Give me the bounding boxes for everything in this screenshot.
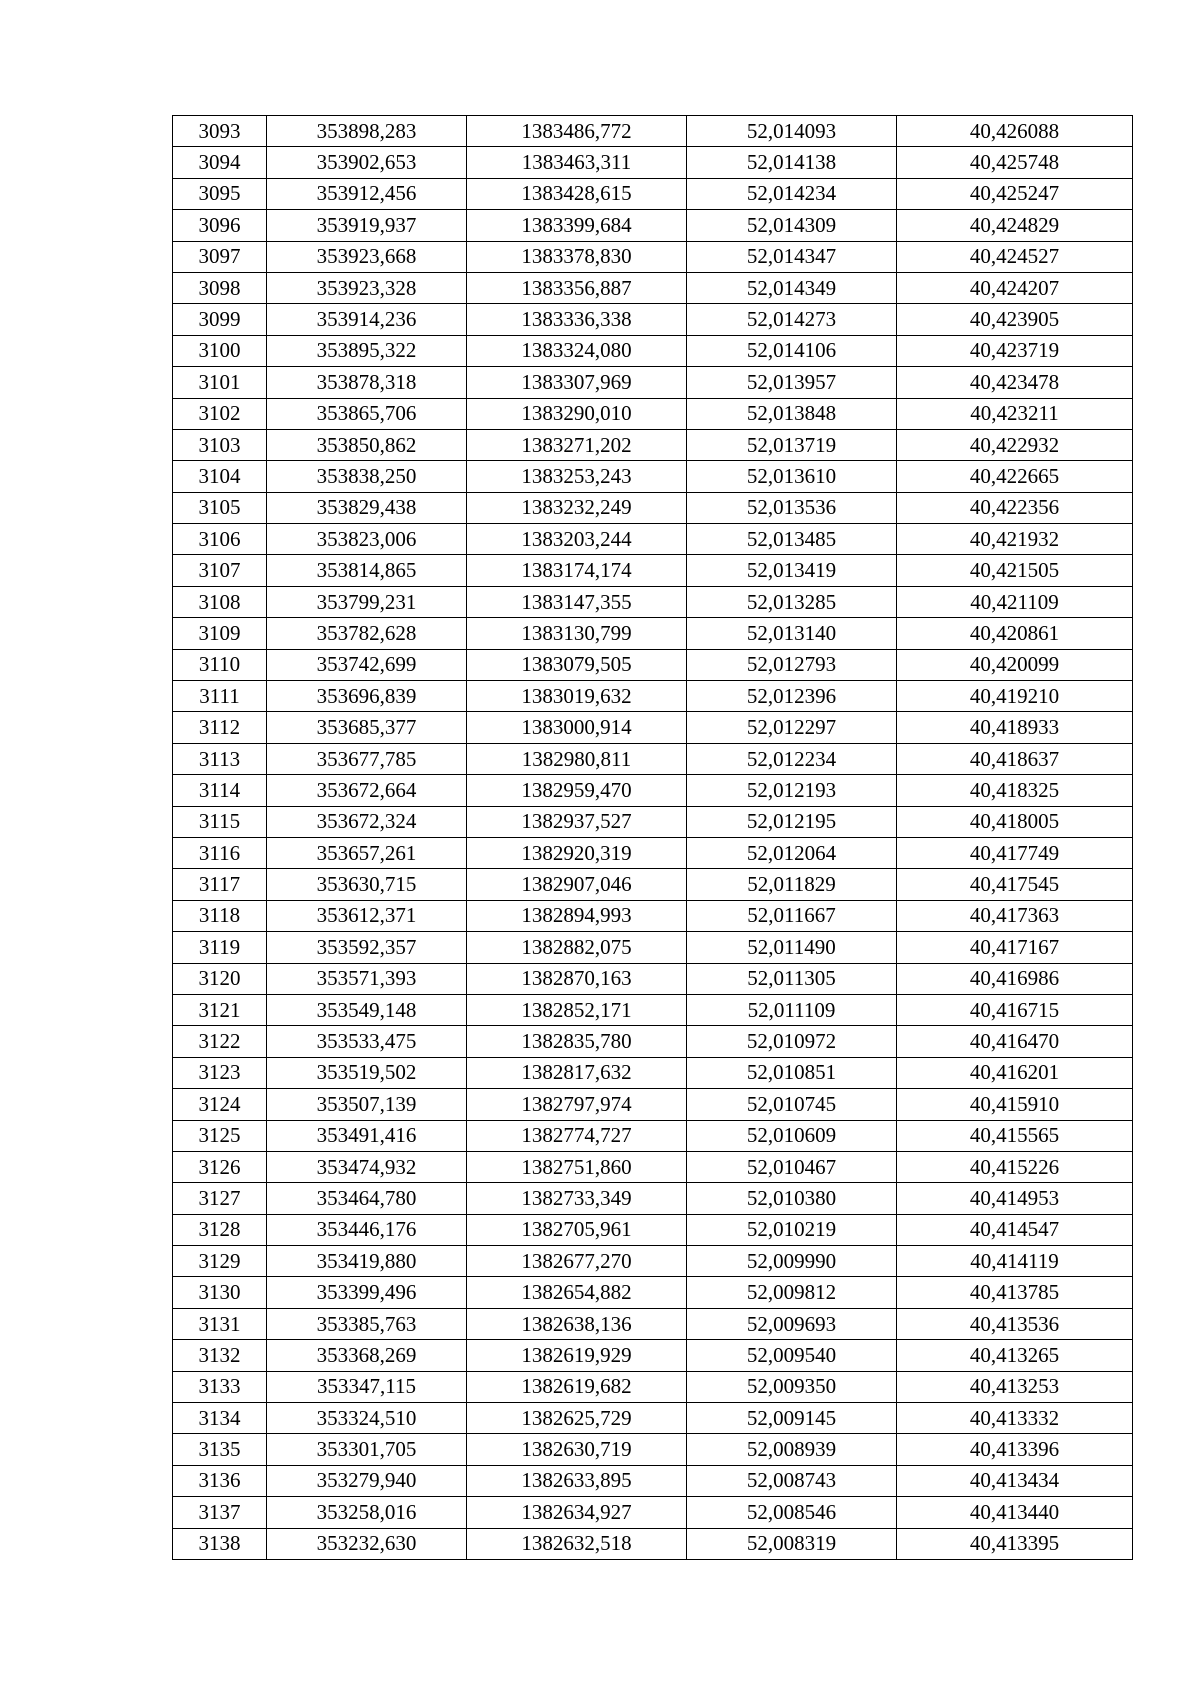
y-coordinate-cell: 1383130,799 [467,618,687,649]
x-coordinate-cell: 353279,940 [267,1465,467,1496]
y-coordinate-cell: 1382852,171 [467,994,687,1025]
point-number-cell: 3116 [173,837,267,868]
point-number-cell: 3110 [173,649,267,680]
coordinate-table [172,115,1133,1560]
x-coordinate-cell: 353630,715 [267,869,467,900]
table-row [173,900,1133,931]
point-number-cell: 3097 [173,241,267,272]
y-coordinate-cell: 1383399,684 [467,210,687,241]
point-number-cell: 3093 [173,116,267,147]
latitude-cell: 52,008546 [687,1497,897,1528]
longitude-cell: 40,423905 [897,304,1133,335]
point-number-cell: 3118 [173,900,267,931]
point-number-cell: 3114 [173,775,267,806]
y-coordinate-cell: 1382817,632 [467,1057,687,1088]
y-coordinate-cell: 1382797,974 [467,1089,687,1120]
x-coordinate-cell: 353923,328 [267,272,467,303]
x-coordinate-cell: 353902,653 [267,147,467,178]
longitude-cell: 40,420099 [897,649,1133,680]
y-coordinate-cell: 1382654,882 [467,1277,687,1308]
table-row [173,210,1133,241]
table-row [173,1340,1133,1371]
longitude-cell: 40,424527 [897,241,1133,272]
x-coordinate-cell: 353258,016 [267,1497,467,1528]
longitude-cell: 40,413253 [897,1371,1133,1402]
x-coordinate-cell: 353324,510 [267,1403,467,1434]
x-coordinate-cell: 353301,705 [267,1434,467,1465]
latitude-cell: 52,013610 [687,461,897,492]
table-row [173,1434,1133,1465]
longitude-cell: 40,423211 [897,398,1133,429]
longitude-cell: 40,418325 [897,775,1133,806]
table-row [173,398,1133,429]
y-coordinate-cell: 1382633,895 [467,1465,687,1496]
table-row [173,272,1133,303]
point-number-cell: 3122 [173,1026,267,1057]
longitude-cell: 40,418005 [897,806,1133,837]
point-number-cell: 3138 [173,1528,267,1559]
longitude-cell: 40,413332 [897,1403,1133,1434]
y-coordinate-cell: 1382705,961 [467,1214,687,1245]
latitude-cell: 52,013848 [687,398,897,429]
y-coordinate-cell: 1382733,349 [467,1183,687,1214]
x-coordinate-cell: 353823,006 [267,524,467,555]
longitude-cell: 40,420861 [897,618,1133,649]
latitude-cell: 52,012297 [687,712,897,743]
longitude-cell: 40,418933 [897,712,1133,743]
point-number-cell: 3109 [173,618,267,649]
point-number-cell: 3137 [173,1497,267,1528]
table-row [173,963,1133,994]
longitude-cell: 40,421505 [897,555,1133,586]
table-row [173,304,1133,335]
table-row [173,1089,1133,1120]
point-number-cell: 3133 [173,1371,267,1402]
latitude-cell: 52,014349 [687,272,897,303]
y-coordinate-cell: 1382619,682 [467,1371,687,1402]
longitude-cell: 40,421932 [897,524,1133,555]
longitude-cell: 40,416201 [897,1057,1133,1088]
table-row [173,1497,1133,1528]
y-coordinate-cell: 1382638,136 [467,1308,687,1339]
table-row [173,806,1133,837]
x-coordinate-cell: 353419,880 [267,1246,467,1277]
point-number-cell: 3100 [173,335,267,366]
latitude-cell: 52,012193 [687,775,897,806]
latitude-cell: 52,010745 [687,1089,897,1120]
table-row [173,1026,1133,1057]
latitude-cell: 52,009145 [687,1403,897,1434]
x-coordinate-cell: 353914,236 [267,304,467,335]
latitude-cell: 52,008743 [687,1465,897,1496]
point-number-cell: 3128 [173,1214,267,1245]
point-number-cell: 3112 [173,712,267,743]
point-number-cell: 3131 [173,1308,267,1339]
table-row [173,116,1133,147]
y-coordinate-cell: 1383000,914 [467,712,687,743]
longitude-cell: 40,422356 [897,492,1133,523]
longitude-cell: 40,422665 [897,461,1133,492]
x-coordinate-cell: 353782,628 [267,618,467,649]
longitude-cell: 40,414119 [897,1246,1133,1277]
point-number-cell: 3134 [173,1403,267,1434]
table-row [173,555,1133,586]
x-coordinate-cell: 353696,839 [267,681,467,712]
y-coordinate-cell: 1383324,080 [467,335,687,366]
table-row [173,1214,1133,1245]
table-row [173,1403,1133,1434]
latitude-cell: 52,012064 [687,837,897,868]
y-coordinate-cell: 1383079,505 [467,649,687,680]
x-coordinate-cell: 353368,269 [267,1340,467,1371]
latitude-cell: 52,014234 [687,178,897,209]
longitude-cell: 40,416470 [897,1026,1133,1057]
table-row [173,681,1133,712]
y-coordinate-cell: 1382634,927 [467,1497,687,1528]
y-coordinate-cell: 1383486,772 [467,116,687,147]
x-coordinate-cell: 353657,261 [267,837,467,868]
longitude-cell: 40,413785 [897,1277,1133,1308]
latitude-cell: 52,011490 [687,932,897,963]
y-coordinate-cell: 1383307,969 [467,367,687,398]
longitude-cell: 40,415226 [897,1151,1133,1182]
point-number-cell: 3098 [173,272,267,303]
point-number-cell: 3094 [173,147,267,178]
x-coordinate-cell: 353385,763 [267,1308,467,1339]
table-row [173,429,1133,460]
y-coordinate-cell: 1382920,319 [467,837,687,868]
latitude-cell: 52,009693 [687,1308,897,1339]
table-row [173,1246,1133,1277]
table-row [173,178,1133,209]
y-coordinate-cell: 1383463,311 [467,147,687,178]
x-coordinate-cell: 353923,668 [267,241,467,272]
longitude-cell: 40,425247 [897,178,1133,209]
longitude-cell: 40,418637 [897,743,1133,774]
latitude-cell: 52,011305 [687,963,897,994]
x-coordinate-cell: 353464,780 [267,1183,467,1214]
longitude-cell: 40,421109 [897,586,1133,617]
longitude-cell: 40,417167 [897,932,1133,963]
y-coordinate-cell: 1383356,887 [467,272,687,303]
table-row [173,335,1133,366]
point-number-cell: 3099 [173,304,267,335]
y-coordinate-cell: 1382630,719 [467,1434,687,1465]
x-coordinate-cell: 353549,148 [267,994,467,1025]
latitude-cell: 52,013419 [687,555,897,586]
table-row [173,1120,1133,1151]
x-coordinate-cell: 353865,706 [267,398,467,429]
longitude-cell: 40,413434 [897,1465,1133,1496]
table-row [173,618,1133,649]
x-coordinate-cell: 353814,865 [267,555,467,586]
x-coordinate-cell: 353850,862 [267,429,467,460]
table-row [173,837,1133,868]
longitude-cell: 40,415910 [897,1089,1133,1120]
table-row [173,524,1133,555]
table-row [173,1465,1133,1496]
latitude-cell: 52,012234 [687,743,897,774]
longitude-cell: 40,414547 [897,1214,1133,1245]
x-coordinate-cell: 353491,416 [267,1120,467,1151]
y-coordinate-cell: 1382625,729 [467,1403,687,1434]
y-coordinate-cell: 1382632,518 [467,1528,687,1559]
latitude-cell: 52,008939 [687,1434,897,1465]
point-number-cell: 3101 [173,367,267,398]
table-row [173,775,1133,806]
point-number-cell: 3103 [173,429,267,460]
latitude-cell: 52,008319 [687,1528,897,1559]
point-number-cell: 3124 [173,1089,267,1120]
y-coordinate-cell: 1382959,470 [467,775,687,806]
table-row [173,994,1133,1025]
latitude-cell: 52,013485 [687,524,897,555]
latitude-cell: 52,012793 [687,649,897,680]
point-number-cell: 3130 [173,1277,267,1308]
y-coordinate-cell: 1382751,860 [467,1151,687,1182]
y-coordinate-cell: 1383271,202 [467,429,687,460]
y-coordinate-cell: 1382870,163 [467,963,687,994]
latitude-cell: 52,014106 [687,335,897,366]
point-number-cell: 3129 [173,1246,267,1277]
x-coordinate-cell: 353685,377 [267,712,467,743]
point-number-cell: 3113 [173,743,267,774]
latitude-cell: 52,014093 [687,116,897,147]
y-coordinate-cell: 1383378,830 [467,241,687,272]
y-coordinate-cell: 1382882,075 [467,932,687,963]
longitude-cell: 40,417545 [897,869,1133,900]
table-row [173,147,1133,178]
point-number-cell: 3106 [173,524,267,555]
x-coordinate-cell: 353742,699 [267,649,467,680]
x-coordinate-cell: 353612,371 [267,900,467,931]
y-coordinate-cell: 1382907,046 [467,869,687,900]
table-row [173,932,1133,963]
table-row [173,241,1133,272]
longitude-cell: 40,413395 [897,1528,1133,1559]
longitude-cell: 40,426088 [897,116,1133,147]
x-coordinate-cell: 353677,785 [267,743,467,774]
longitude-cell: 40,419210 [897,681,1133,712]
latitude-cell: 52,013140 [687,618,897,649]
latitude-cell: 52,014347 [687,241,897,272]
table-row [173,1371,1133,1402]
point-number-cell: 3111 [173,681,267,712]
y-coordinate-cell: 1383203,244 [467,524,687,555]
y-coordinate-cell: 1382835,780 [467,1026,687,1057]
x-coordinate-cell: 353571,393 [267,963,467,994]
longitude-cell: 40,416715 [897,994,1133,1025]
y-coordinate-cell: 1383147,355 [467,586,687,617]
x-coordinate-cell: 353399,496 [267,1277,467,1308]
x-coordinate-cell: 353912,456 [267,178,467,209]
point-number-cell: 3108 [173,586,267,617]
longitude-cell: 40,423719 [897,335,1133,366]
table-row [173,1057,1133,1088]
x-coordinate-cell: 353592,357 [267,932,467,963]
latitude-cell: 52,013957 [687,367,897,398]
point-number-cell: 3136 [173,1465,267,1496]
y-coordinate-cell: 1382937,527 [467,806,687,837]
x-coordinate-cell: 353829,438 [267,492,467,523]
longitude-cell: 40,413536 [897,1308,1133,1339]
point-number-cell: 3126 [173,1151,267,1182]
point-number-cell: 3107 [173,555,267,586]
longitude-cell: 40,417749 [897,837,1133,868]
x-coordinate-cell: 353878,318 [267,367,467,398]
longitude-cell: 40,415565 [897,1120,1133,1151]
x-coordinate-cell: 353895,322 [267,335,467,366]
x-coordinate-cell: 353672,324 [267,806,467,837]
point-number-cell: 3104 [173,461,267,492]
table-row [173,1183,1133,1214]
latitude-cell: 52,009812 [687,1277,897,1308]
x-coordinate-cell: 353533,475 [267,1026,467,1057]
latitude-cell: 52,010609 [687,1120,897,1151]
y-coordinate-cell: 1383336,338 [467,304,687,335]
x-coordinate-cell: 353232,630 [267,1528,467,1559]
x-coordinate-cell: 353347,115 [267,1371,467,1402]
latitude-cell: 52,012396 [687,681,897,712]
x-coordinate-cell: 353919,937 [267,210,467,241]
point-number-cell: 3102 [173,398,267,429]
point-number-cell: 3120 [173,963,267,994]
longitude-cell: 40,416986 [897,963,1133,994]
x-coordinate-cell: 353838,250 [267,461,467,492]
point-number-cell: 3105 [173,492,267,523]
table-row [173,586,1133,617]
latitude-cell: 52,014273 [687,304,897,335]
y-coordinate-cell: 1383232,249 [467,492,687,523]
latitude-cell: 52,010380 [687,1183,897,1214]
y-coordinate-cell: 1382677,270 [467,1246,687,1277]
longitude-cell: 40,413440 [897,1497,1133,1528]
y-coordinate-cell: 1382619,929 [467,1340,687,1371]
point-number-cell: 3135 [173,1434,267,1465]
x-coordinate-cell: 353474,932 [267,1151,467,1182]
table-row [173,712,1133,743]
y-coordinate-cell: 1383428,615 [467,178,687,209]
longitude-cell: 40,413396 [897,1434,1133,1465]
latitude-cell: 52,010219 [687,1214,897,1245]
latitude-cell: 52,010467 [687,1151,897,1182]
table-row [173,649,1133,680]
table-row [173,1151,1133,1182]
latitude-cell: 52,013536 [687,492,897,523]
latitude-cell: 52,011109 [687,994,897,1025]
point-number-cell: 3132 [173,1340,267,1371]
table-row [173,367,1133,398]
y-coordinate-cell: 1382894,993 [467,900,687,931]
point-number-cell: 3121 [173,994,267,1025]
point-number-cell: 3095 [173,178,267,209]
x-coordinate-cell: 353799,231 [267,586,467,617]
latitude-cell: 52,009990 [687,1246,897,1277]
point-number-cell: 3096 [173,210,267,241]
table-row [173,1528,1133,1559]
table-row [173,743,1133,774]
latitude-cell: 52,009540 [687,1340,897,1371]
table-row [173,492,1133,523]
table-row [173,461,1133,492]
longitude-cell: 40,424207 [897,272,1133,303]
longitude-cell: 40,423478 [897,367,1133,398]
point-number-cell: 3117 [173,869,267,900]
y-coordinate-cell: 1383253,243 [467,461,687,492]
point-number-cell: 3123 [173,1057,267,1088]
x-coordinate-cell: 353507,139 [267,1089,467,1120]
longitude-cell: 40,413265 [897,1340,1133,1371]
table-row [173,869,1133,900]
longitude-cell: 40,425748 [897,147,1133,178]
latitude-cell: 52,010972 [687,1026,897,1057]
longitude-cell: 40,424829 [897,210,1133,241]
latitude-cell: 52,011829 [687,869,897,900]
x-coordinate-cell: 353519,502 [267,1057,467,1088]
latitude-cell: 52,009350 [687,1371,897,1402]
longitude-cell: 40,422932 [897,429,1133,460]
x-coordinate-cell: 353898,283 [267,116,467,147]
latitude-cell: 52,010851 [687,1057,897,1088]
longitude-cell: 40,414953 [897,1183,1133,1214]
x-coordinate-cell: 353446,176 [267,1214,467,1245]
x-coordinate-cell: 353672,664 [267,775,467,806]
y-coordinate-cell: 1383019,632 [467,681,687,712]
y-coordinate-cell: 1382980,811 [467,743,687,774]
y-coordinate-cell: 1383174,174 [467,555,687,586]
point-number-cell: 3119 [173,932,267,963]
latitude-cell: 52,014309 [687,210,897,241]
point-number-cell: 3115 [173,806,267,837]
latitude-cell: 52,011667 [687,900,897,931]
latitude-cell: 52,013719 [687,429,897,460]
table-row [173,1308,1133,1339]
table-row [173,1277,1133,1308]
coordinate-table-body [173,116,1133,1560]
latitude-cell: 52,012195 [687,806,897,837]
latitude-cell: 52,013285 [687,586,897,617]
y-coordinate-cell: 1383290,010 [467,398,687,429]
longitude-cell: 40,417363 [897,900,1133,931]
point-number-cell: 3127 [173,1183,267,1214]
y-coordinate-cell: 1382774,727 [467,1120,687,1151]
point-number-cell: 3125 [173,1120,267,1151]
latitude-cell: 52,014138 [687,147,897,178]
